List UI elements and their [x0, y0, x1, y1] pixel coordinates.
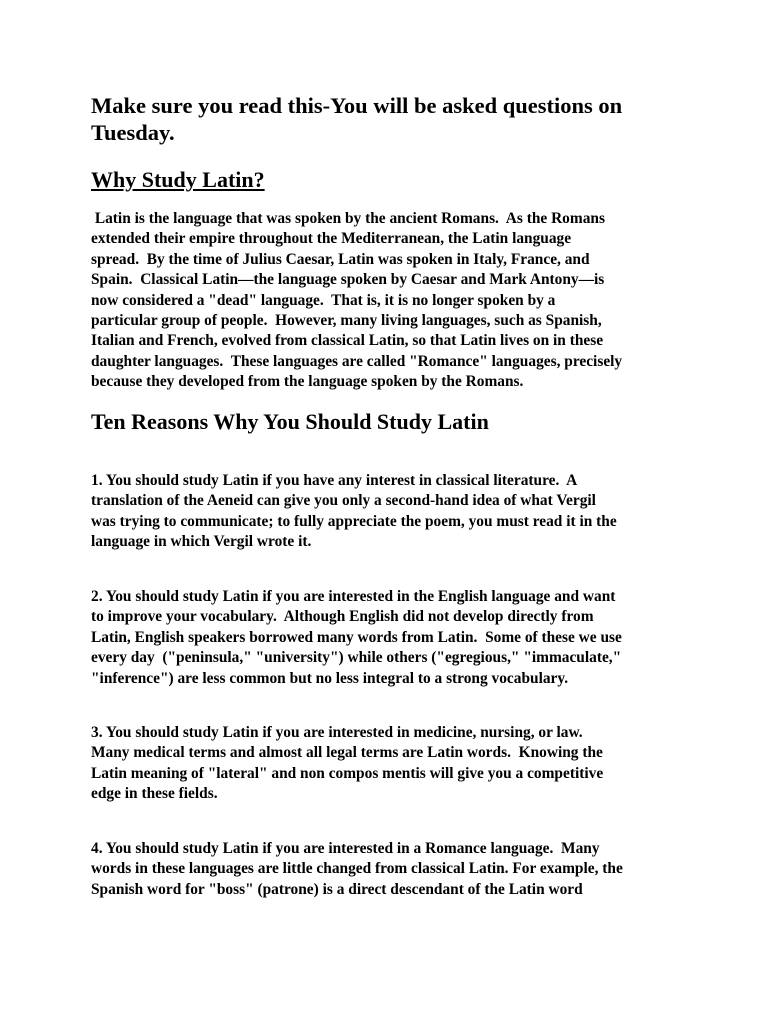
paragraph-line: translation of the Aeneid can give you only a second-hand idea of what Vergil [91, 492, 596, 510]
reason-item-2 [91, 587, 691, 689]
intro-paragraph [91, 209, 691, 393]
reason-item-3 [91, 723, 691, 805]
paragraph-line: 2. You should study Latin if you are interested in the English language and want [91, 588, 616, 605]
paragraph-line: Latin is the language that was spoken by the ancient Romans. As the Romans [91, 210, 605, 227]
paragraph-line: every day ("peninsula," "university") while others ("egregious," "immaculate," [91, 649, 622, 667]
paragraph-line: Latin meaning of "lateral" and non compos mentis will give you a competitive [91, 764, 604, 782]
reason-item-1 [91, 471, 691, 553]
reasons-title: Ten Reasons Why You Should Study Latin [91, 409, 489, 434]
paragraph-line: because they developed from the language spoken by the Romans. [91, 373, 524, 391]
section-title: Why Study Latin? [91, 167, 265, 192]
paragraph-line: extended their empire throughout the Mediterranean, the Latin language [91, 230, 572, 248]
paragraph-line: 4. You should study Latin if you are interested in a Romance language. Many [91, 840, 600, 857]
paragraph-line: Italian and French, evolved from classical Latin, so that Latin lives on in these [91, 332, 604, 350]
paragraph-line: 3. You should study Latin if you are interested in medicine, nursing, or law. [91, 724, 583, 741]
paragraph-line: language in which Vergil wrote it. [91, 533, 312, 551]
paragraph-line: 1. You should study Latin if you have any interest in classical literature. A [91, 472, 578, 489]
paragraph-line: Latin, English speakers borrowed many words from Latin. Some of these we use [91, 628, 622, 646]
paragraph-line: words in these languages are little changed from classical Latin. For example, the [91, 860, 623, 878]
paragraph-line: Many medical terms and almost all legal terms are Latin words. Knowing the [91, 744, 603, 762]
reason-item-4 [91, 839, 691, 900]
paragraph-line: spread. By the time of Julius Caesar, Latin was spoken in Italy, France, and [91, 250, 590, 268]
paragraph-line: now considered a "dead" language. That is, it is no longer spoken by a [91, 291, 556, 309]
paragraph-line: Spain. Classical Latin—the language spoken by Caesar and Mark Antony—is [91, 271, 605, 289]
notice-heading: Make sure you read this-You will be asked questions on Tuesday. [91, 93, 623, 145]
paragraph-line: "inference") are less common but no less integral to a strong vocabulary. [91, 669, 569, 687]
paragraph-line: to improve your vocabulary. Although English did not develop directly from [91, 608, 594, 626]
paragraph-line: daughter languages. These languages are called "Romance" languages, precisely [91, 352, 623, 370]
paragraph-line: was trying to communicate; to fully appreciate the poem, you must read it in the [91, 512, 617, 530]
paragraph-line: edge in these fields. [91, 785, 218, 803]
paragraph-line: particular group of people. However, many living languages, such as Spanish, [91, 312, 602, 330]
paragraph-line: Spanish word for "boss" (patrone) is a direct descendant of the Latin word [91, 880, 583, 898]
